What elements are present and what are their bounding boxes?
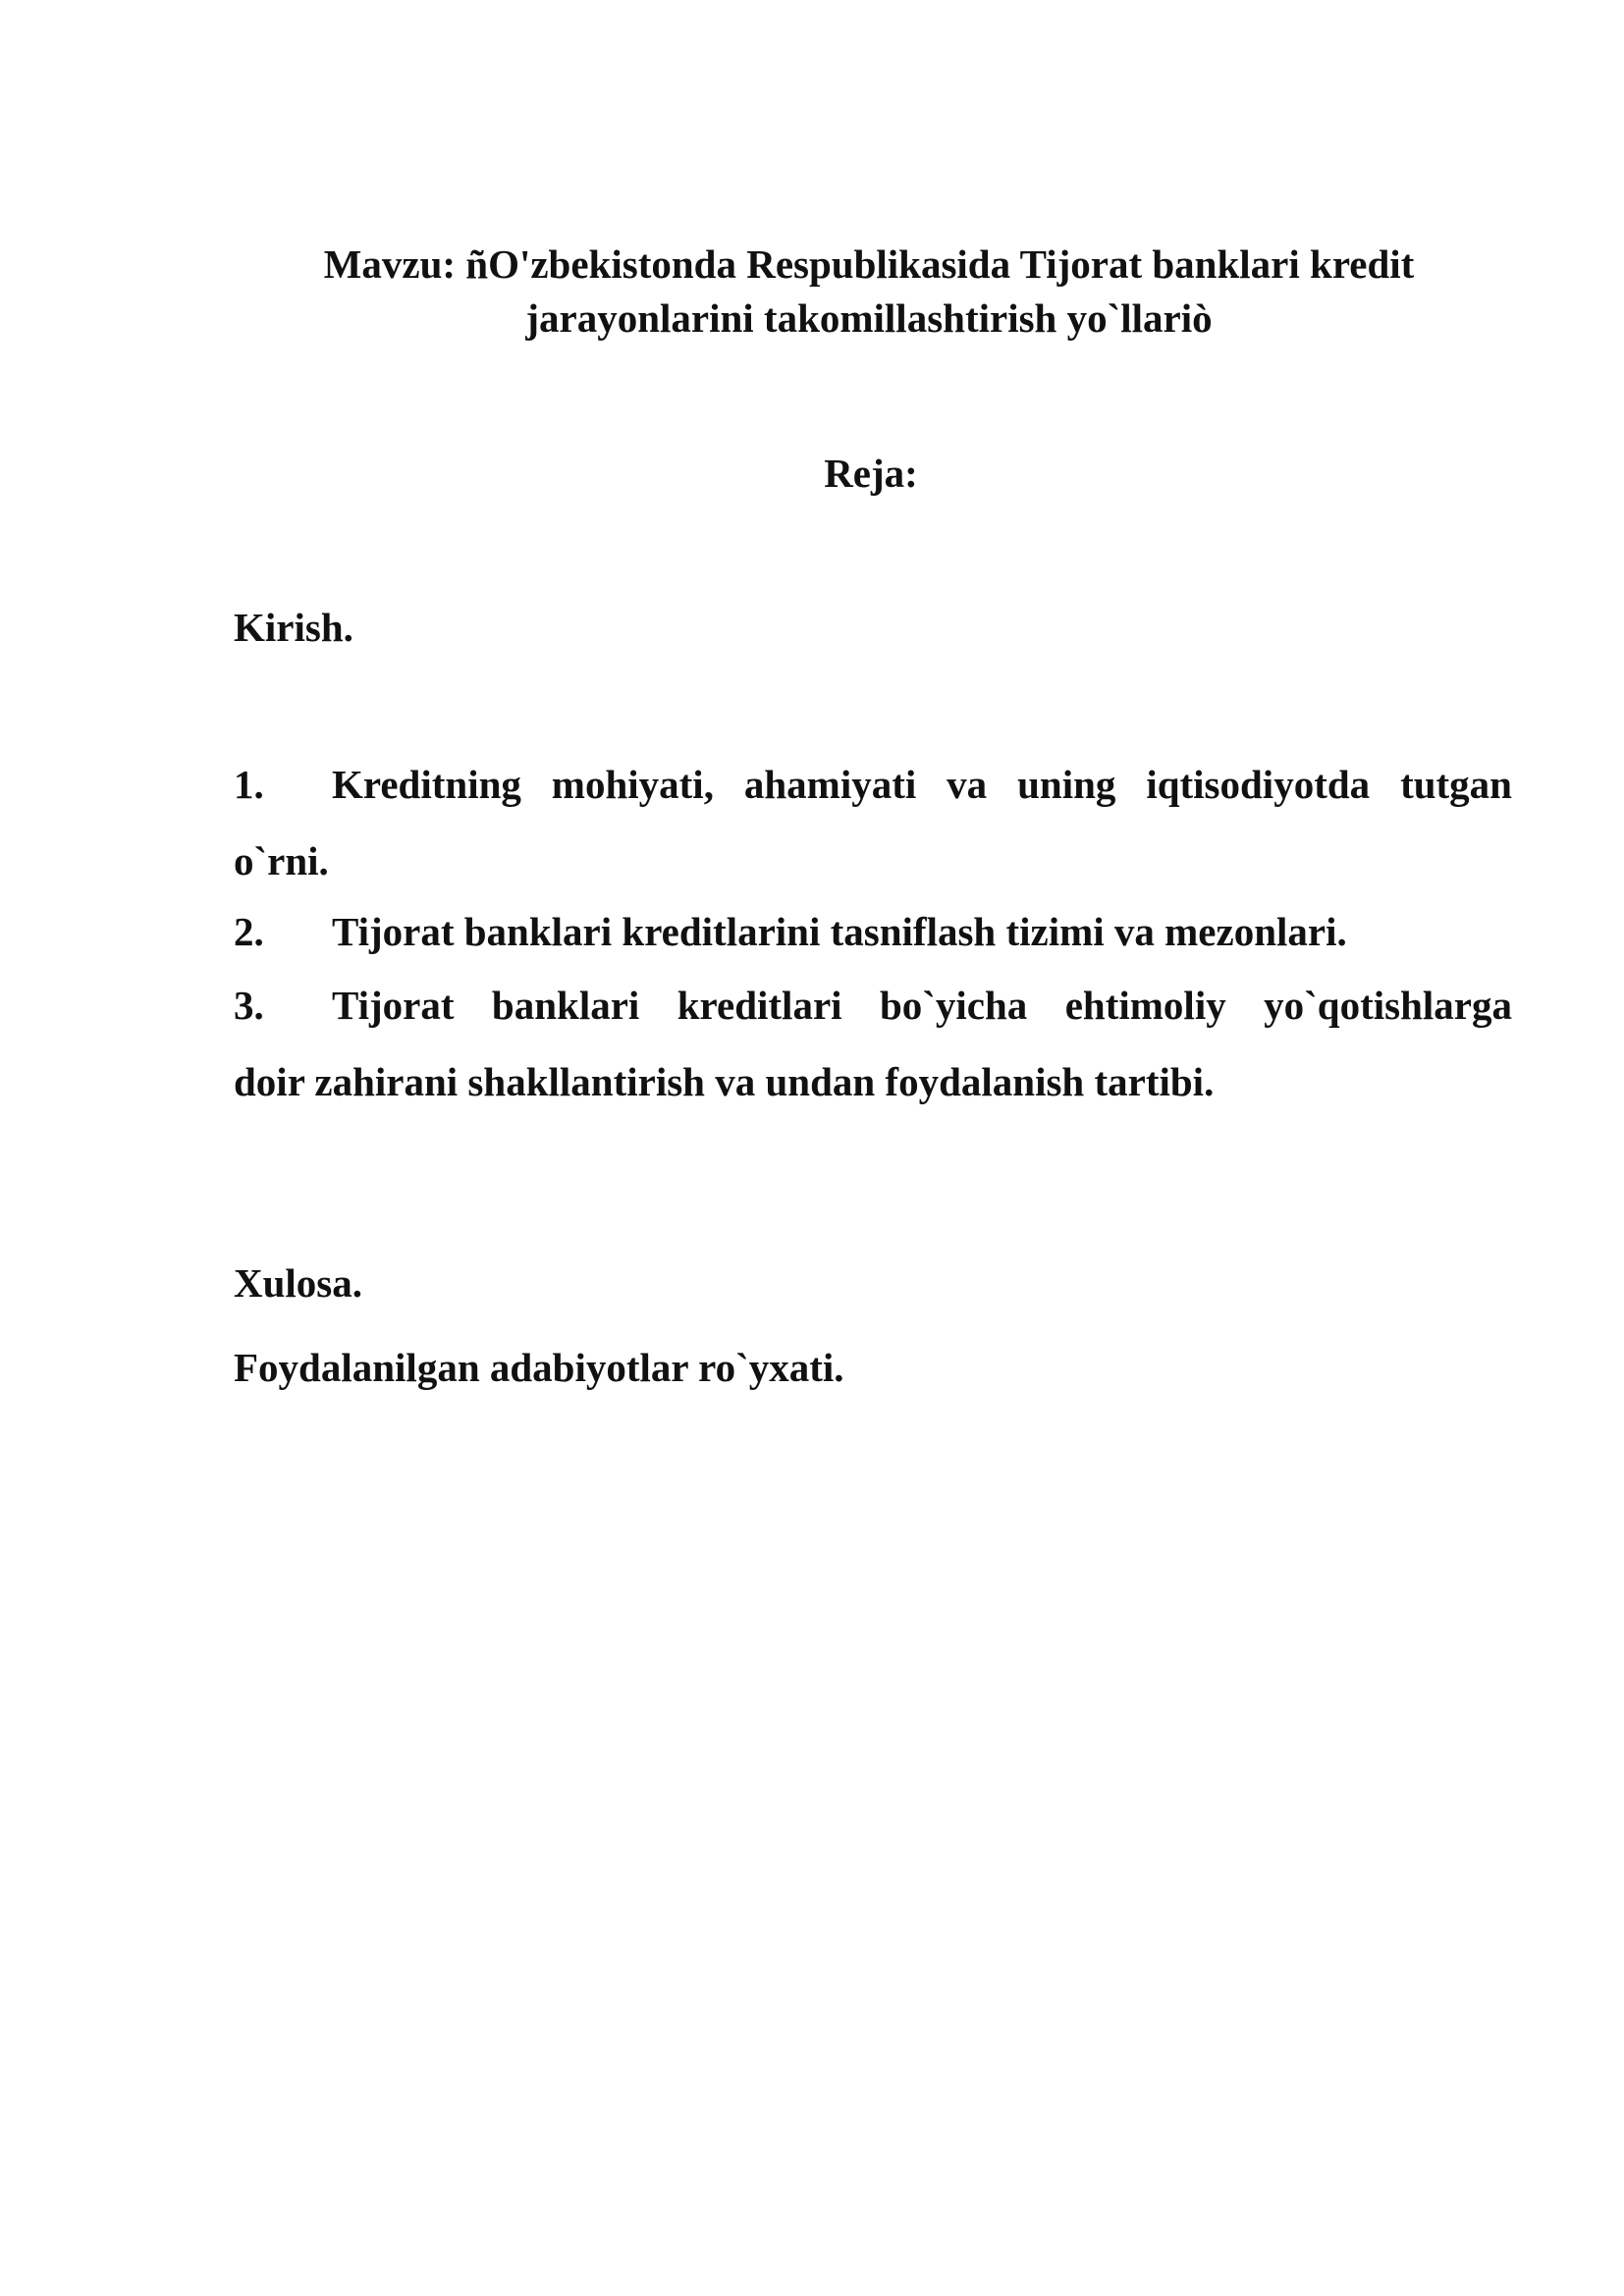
plan-item-2-text: Tijorat banklari kreditlarini tasniflash tizimi va mezonlari. bbox=[332, 909, 1347, 954]
plan-item-2-first-line bbox=[234, 909, 1347, 954]
plan-item-3-continuation: doir zahirani shakllantirish va undan foydalanish tartibi. bbox=[234, 1059, 1215, 1104]
plan-item-3-number: 3. bbox=[234, 983, 264, 1028]
plan-item-2-number: 2. bbox=[234, 909, 264, 954]
plan-item-1-text: Kreditning mohiyati, ahamiyati va uning iqtisodiyotda tutgan bbox=[332, 762, 1512, 807]
plan-item-1-continuation: o`rni. bbox=[234, 838, 329, 883]
conclusion-line: Xulosa. bbox=[234, 1260, 363, 1306]
plan-item-3-text: Tijorat banklari kreditlari bo`yicha ehtimoliy yo`qotishlarga bbox=[332, 983, 1512, 1028]
title-line-1: Mavzu: ñO'zbekistonda Respublikasida Tijorat banklari kredit bbox=[323, 241, 1415, 287]
plan-item-1-first-line bbox=[234, 746, 1512, 823]
title-line-2: jarayonlarini takomillashtirish yo`llariò bbox=[525, 295, 1213, 341]
plan-item-1 bbox=[234, 746, 1512, 899]
document-title bbox=[226, 238, 1512, 346]
plan-item-2 bbox=[234, 893, 1512, 970]
plan-item-3 bbox=[234, 967, 1512, 1120]
references-line: Foydalanilgan adabiyotlar ro`yxati. bbox=[234, 1345, 844, 1390]
plan-item-3-first-line bbox=[234, 967, 1512, 1043]
introduction-line: Kirish. bbox=[234, 605, 353, 650]
plan-heading: Reja: bbox=[824, 451, 918, 496]
plan-item-1-number: 1. bbox=[234, 762, 264, 807]
